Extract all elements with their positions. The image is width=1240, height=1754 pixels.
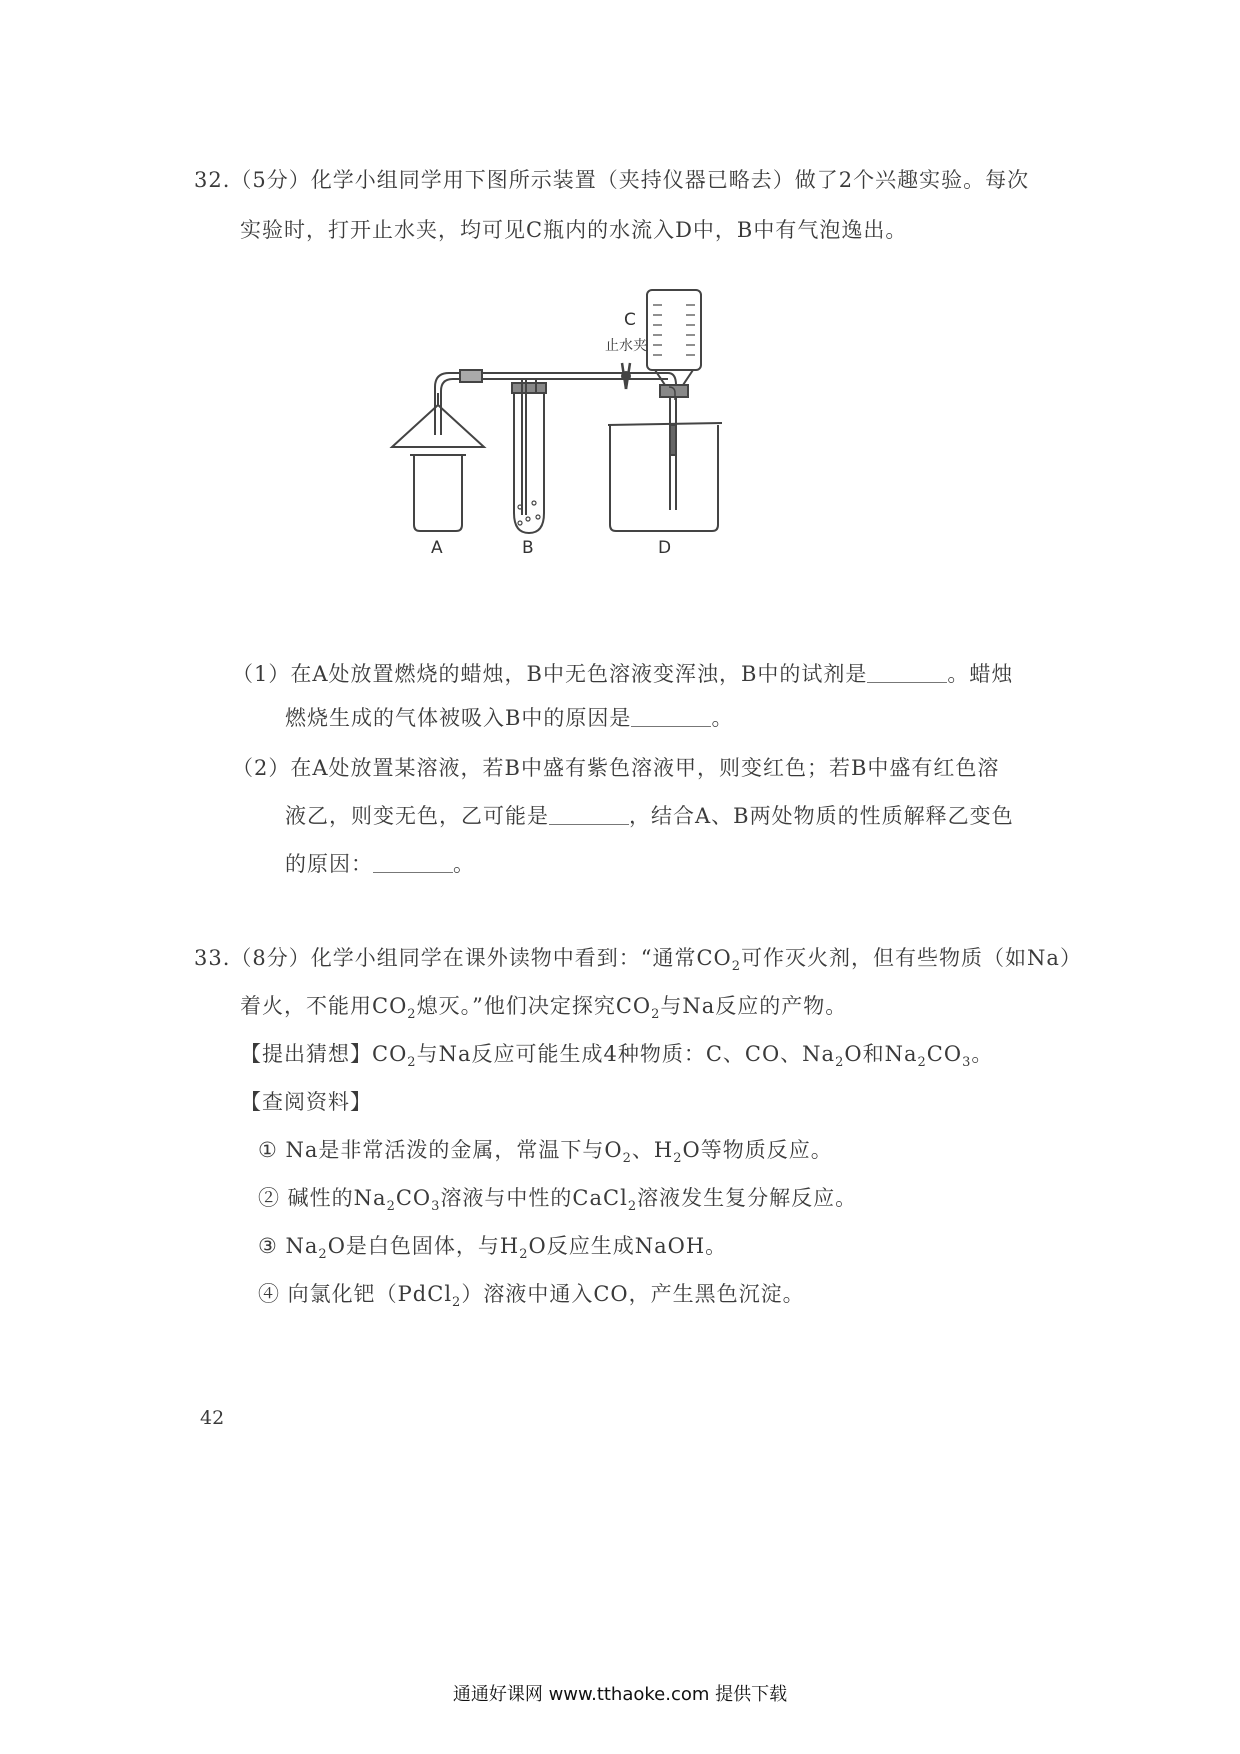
- bottle-c: [647, 290, 701, 370]
- bottle-c-graduations: [653, 305, 695, 355]
- label-b: B: [522, 538, 534, 558]
- q32-sub2-line-2: 液乙，则变无色，乙可能是 ，结合A、B两处物质的性质解释乙变色: [285, 804, 1014, 828]
- answer-blank-reason[interactable]: [631, 705, 711, 727]
- apparatus-figure: [431, 275, 780, 595]
- beaker-d: [610, 425, 718, 531]
- water-clamp: [622, 363, 630, 389]
- q33-hypothesis: 【提出猜想】$CO_2$与Na反应可能生成4种物质：C、CO、$Na_2O$和$Na_2CO_3$。: [240, 1042, 994, 1071]
- answer-blank-reagent[interactable]: [867, 661, 947, 683]
- q33-reference-1: ① Na是非常活泼的金属，常温下与$O_2$、$H_2O$等物质反应。: [258, 1138, 833, 1167]
- q32-sub2-line-1: （2）在A处放置某溶液，若B中盛有紫色溶液甲，则变红色；若B中盛有红色溶: [232, 756, 1000, 780]
- label-d: D: [658, 538, 672, 558]
- beaker-a: [414, 455, 462, 531]
- answer-blank-explanation[interactable]: [373, 851, 453, 873]
- q33-reference-title: 【查阅资料】: [240, 1090, 372, 1114]
- test-tube-b: [514, 393, 544, 533]
- q32-sub1-line-1: （1）在A处放置燃烧的蜡烛，B中无色溶液变浑浊，B中的试剂是 。蜡烛: [232, 662, 1014, 686]
- funnel-a: [392, 405, 484, 447]
- q32-line-1: 32.（5分）化学小组同学用下图所示装置（夹持仪器已略去）做了2个兴趣实验。每次: [194, 168, 1030, 192]
- footer-download-note: 通通好课网 www.tthaoke.com 提供下载: [452, 1684, 788, 1705]
- q33-line-2: 着火，不能用$CO_2$熄灭。”他们决定探究$CO_2$与Na反应的产物。: [240, 994, 848, 1023]
- q33-reference-3: ③ $Na_2O$是白色固体，与$H_2O$反应生成NaOH。: [258, 1234, 728, 1263]
- q33-reference-4: ④ 向氯化钯（PdCl$_2$）溶液中通入CO，产生黑色沉淀。: [258, 1282, 805, 1311]
- q32-line-2: 实验时，打开止水夹，均可见C瓶内的水流入D中，B中有气泡逸出。: [240, 218, 908, 242]
- tube-b-stopper: [512, 383, 546, 393]
- clamp-label: 止水夹: [605, 338, 647, 354]
- q32-sub1-line-2: 燃烧生成的气体被吸入B中的原因是 。: [285, 706, 734, 730]
- answer-blank-solution-b[interactable]: [549, 803, 629, 825]
- q33-line-1: 33.（8分）化学小组同学在课外读物中看到：“通常$CO_2$可作灭火剂，但有些物质（如Na）: [194, 946, 1082, 975]
- q32-sub2-line-3: 的原因： 。: [285, 852, 475, 876]
- q33-reference-2: ② 碱性的$Na_2CO_3$溶液与中性的CaCl$_2$溶液发生复分解反应。: [258, 1186, 858, 1215]
- bottle-c-stopper: [660, 385, 688, 397]
- label-c: C: [624, 310, 636, 330]
- label-a: A: [431, 538, 443, 558]
- page-number: 42: [200, 1407, 225, 1429]
